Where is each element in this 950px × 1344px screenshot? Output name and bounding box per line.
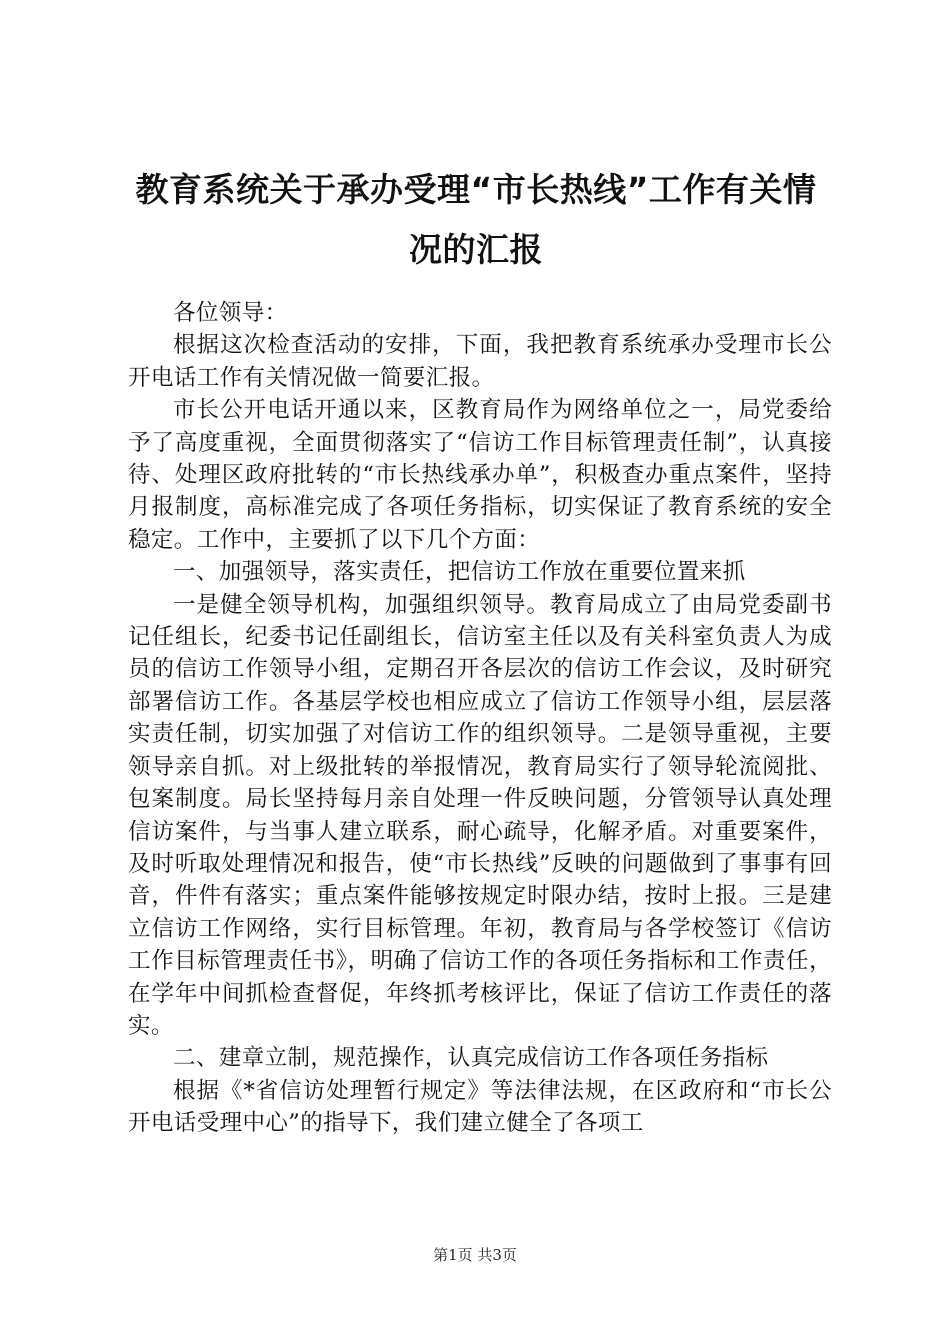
salutation: 各位领导： [173, 300, 288, 326]
paragraph: 市长公开电话开通以来，区教育局作为网络单位之一，局党委给予了高度重视，全面贯彻落实了“信访工作目标管理责任制”，认真接待、处理区政府批转的“市长热线承办单”，积极查办重点案件，坚持月报制度，高标准完成了各项任务指标，切实保证了教育系统的安全稳定。工作中，主要抓了以下几个方面： [128, 397, 832, 553]
section-heading: 二、建章立制，规范操作，认真完成信访工作各项任务指标 [173, 1045, 769, 1072]
paragraph: 根据《*省信访处理暂行规定》等法律法规，在区政府和“市长公开电话受理中心”的指导下，我们建立健全了各项工 [128, 1077, 832, 1137]
section-heading: 一、加强领导，落实责任，把信访工作放在重要位置来抓 [173, 559, 746, 586]
paragraph: 根据这次检查活动的安排，下面，我把教育系统承办受理市长公开电话工作有关情况做一简要汇报。 [128, 332, 832, 391]
document-body [128, 297, 832, 1140]
paragraph: 一是健全领导机构，加强组织领导。教育局成立了由局党委副书记任组长，纪委书记任副组长，信访室主任以及有关科室负责人为成员的信访工作领导小组，定期召开各层次的信访工作会议，及时研究部署信访工作。各基层学校也相应成立了信访工作领导小组，层层落实责任制，切实加强了对信访工作的组织领导。二是领导重视，主要领导亲自抓。对上级批转的举报情况，教育局实行了领导轮流阅批、包案制度。局长坚持每月亲自处理一件反映问题，分管领导认真处理信访案件，与当事人建立联系，耐心疏导，化解矛盾。对重要案件，及时听取处理情况和报告，使“市长热线”反映的问题做到了事事有回音，件件有落实；重点案件能够按规定时限办结，按时上报。三是建立信访工作网络，实行目标管理。年初，教育局与各学校签订《信访工作目标管理责任书》，明确了信访工作的各项任务指标和工作责任，在学年中间抓检查督促，年终抓考核评比，保证了信访工作责任的落实。 [128, 591, 832, 1039]
document-title: 教育系统关于承办受理“市长热线”工作有关情况的汇报 [135, 170, 817, 269]
page-footer: 第1页 共3页 [433, 1246, 517, 1264]
